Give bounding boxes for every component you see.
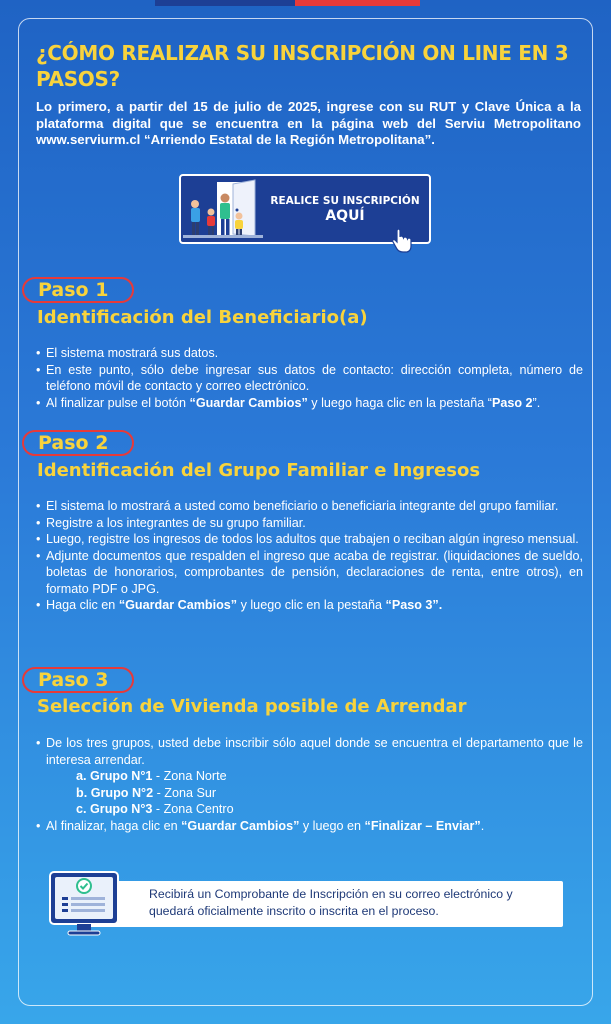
register-here-button[interactable] [179,174,431,244]
paso-3-title: Selección de Vivienda posible de Arrendar [37,696,467,717]
cta-label-line1[interactable]: REALICE SU INSCRIPCIÓN [270,195,420,207]
intro-paragraph: Lo primero, a partir del 15 de julio de 2025, ingrese con su RUT y Clave Única a la plataforma digital que se encuentra en la página web del Serviu Metropolitano www.serviurm.cl “Arriendo Estatal de la Región Metropolitana”. [36,99,581,147]
group-label: b. Grupo N°2 [76,785,154,800]
paso-1-badge: Paso 1 [22,277,134,303]
list-item-text: y luego en [299,818,365,833]
list-item-text: ”. [532,395,541,410]
paso-2-badge: Paso 2 [22,430,134,456]
group-item-1 [36,768,583,785]
paso-1-title: Identificación del Beneficiario(a) [37,307,368,328]
monitor-checklist-icon [48,870,120,938]
save-changes-label: “Guardar Cambios” [189,395,308,410]
cta-label[interactable] [265,194,425,224]
cta-label-line2[interactable]: AQUÍ [325,208,365,224]
paso-2-title: Identificación del Grupo Familiar e Ingresos [37,460,481,481]
paso-2-tab-label: Paso 2 [491,395,533,410]
group-label: a. Grupo N°1 [76,769,153,783]
list-item: • En este punto, sólo debe ingresar sus datos de contacto: dirección completa, número de teléfono móvil de contacto y correo electrónico. [36,362,583,395]
paso-3-tab-label: “Paso 3”. [385,598,443,612]
paso-3-badge: Paso 3 [22,667,134,693]
family-door-illustration-icon [183,178,263,240]
list-item-text: . [480,818,485,833]
list-item: • Registre a los integrantes de su grupo familiar. [36,515,583,532]
group-item-2 [36,785,583,802]
group-zone: - Zona Sur [153,785,217,800]
list-item: • El sistema lo mostrará a usted como beneficiario o beneficiaria integrante del grupo familiar. [36,498,583,515]
list-item-text: y luego haga clic en la pestaña “ [307,395,492,410]
list-item [36,395,583,412]
paso-3-list [36,735,583,834]
paso-1-list [36,345,583,411]
paso-2-list [36,498,583,614]
save-changes-label: “Guardar Cambios” [181,818,300,833]
top-bar-blue-segment [155,0,295,6]
list-item [36,597,583,614]
group-label: c. Grupo N°3 [76,802,153,816]
list-item: • De los tres grupos, usted debe inscribir sólo aquel donde se encuentra el departamento que le interesa arrendar. [36,735,583,768]
finalize-send-label: “Finalizar – Enviar” [364,818,481,833]
group-zone: - Zona Centro [152,802,234,816]
top-color-bar [0,0,611,8]
list-item: • Luego, registre los ingresos de todos los adultos que trabajen o reciban algún ingreso mensual. [36,531,583,548]
list-item-text: Al finalizar pulse el botón [46,395,190,410]
group-item-3 [36,801,583,818]
group-zone: - Zona Norte [152,769,227,783]
list-item [36,818,583,835]
page-title: ¿CÓMO REALIZAR SU INSCRIPCIÓN ON LINE EN 3 PASOS? [36,41,569,91]
list-item: • Adjunte documentos que respalden el ingreso que acaba de registrar. (liquidaciones de sueldo, boletas de honorarios, comprobantes de pensión, declaraciones de renta, entre otros), en formato PDF o JPG. [36,548,583,598]
list-item: • El sistema mostrará sus datos. [36,345,583,362]
list-item-text: Haga clic en [46,598,119,612]
top-bar-red-segment [295,0,420,6]
list-item-text: y luego clic en la pestaña [237,598,386,612]
save-changes-label: “Guardar Cambios” [118,598,238,612]
confirmation-notice [48,870,563,938]
list-item-text: Al finalizar, haga clic en [46,818,182,833]
notice-text: Recibirá un Comprobante de Inscripción en su correo electrónico y quedará oficialmente inscrito o inscrita en el proceso. [149,887,513,918]
pointer-hand-icon [389,228,415,254]
